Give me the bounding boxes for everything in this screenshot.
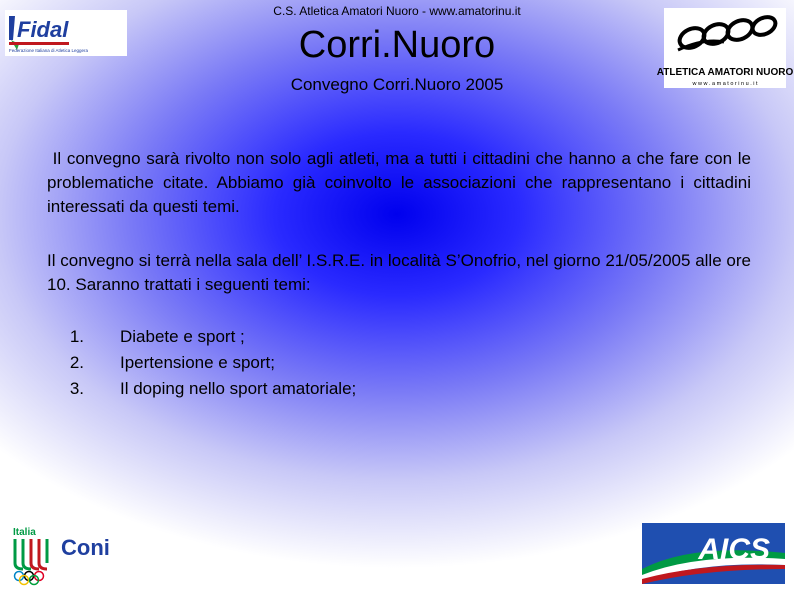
- aan-url: w w w . a m a t o r i n u . i t: [692, 81, 758, 87]
- aics-logo: [642, 523, 785, 584]
- fidal-logo: [5, 10, 127, 56]
- coni-logo: [11, 523, 127, 584]
- topics-list: [60, 324, 356, 402]
- coni-wordmark: Coni: [61, 535, 110, 560]
- list-number: 2.: [69, 353, 84, 372]
- list-text: Il doping nello sport amatoriale;: [120, 379, 357, 398]
- list-number: 1.: [69, 327, 84, 346]
- list-number: 3.: [69, 379, 84, 398]
- fidal-caption: Federazione Italiana di Atletica Leggera: [9, 48, 89, 53]
- page-subtitle: Convegno Corri.Nuoro 2005: [290, 75, 504, 94]
- atletica-amatori-nuoro-logo: [656, 8, 794, 88]
- aan-name: ATLETICA AMATORI NUORO: [656, 67, 794, 78]
- page-title: Corri.Nuoro: [298, 24, 496, 66]
- list-item: [60, 324, 356, 350]
- details-paragraph: Il convegno si terrà nella sala dell’ I.S.R.E. in località S’Onofrio, nel giorno 21/05/2005 alle ore 10. Saranno trattati i seguenti temi:: [47, 251, 751, 294]
- list-item: [60, 350, 356, 376]
- list-item: [60, 376, 356, 402]
- intro-paragraph: Il convegno sarà rivolto non solo agli atleti, ma a tutti i cittadini che hanno a che fare con le problematiche citate. Abbiamo già coinvolto le associazioni che rappresentano i cittadini interessati da questi temi.: [47, 149, 756, 216]
- coni-italia-text: Italia: [13, 527, 36, 538]
- aics-wordmark: AICS: [698, 533, 770, 566]
- list-text: Ipertensione e sport;: [120, 353, 275, 372]
- fidal-wordmark: Fidal: [17, 17, 69, 42]
- list-text: Diabete e sport ;: [120, 327, 245, 346]
- site-header: C.S. Atletica Amatori Nuoro - www.amatorinu.it: [273, 4, 521, 18]
